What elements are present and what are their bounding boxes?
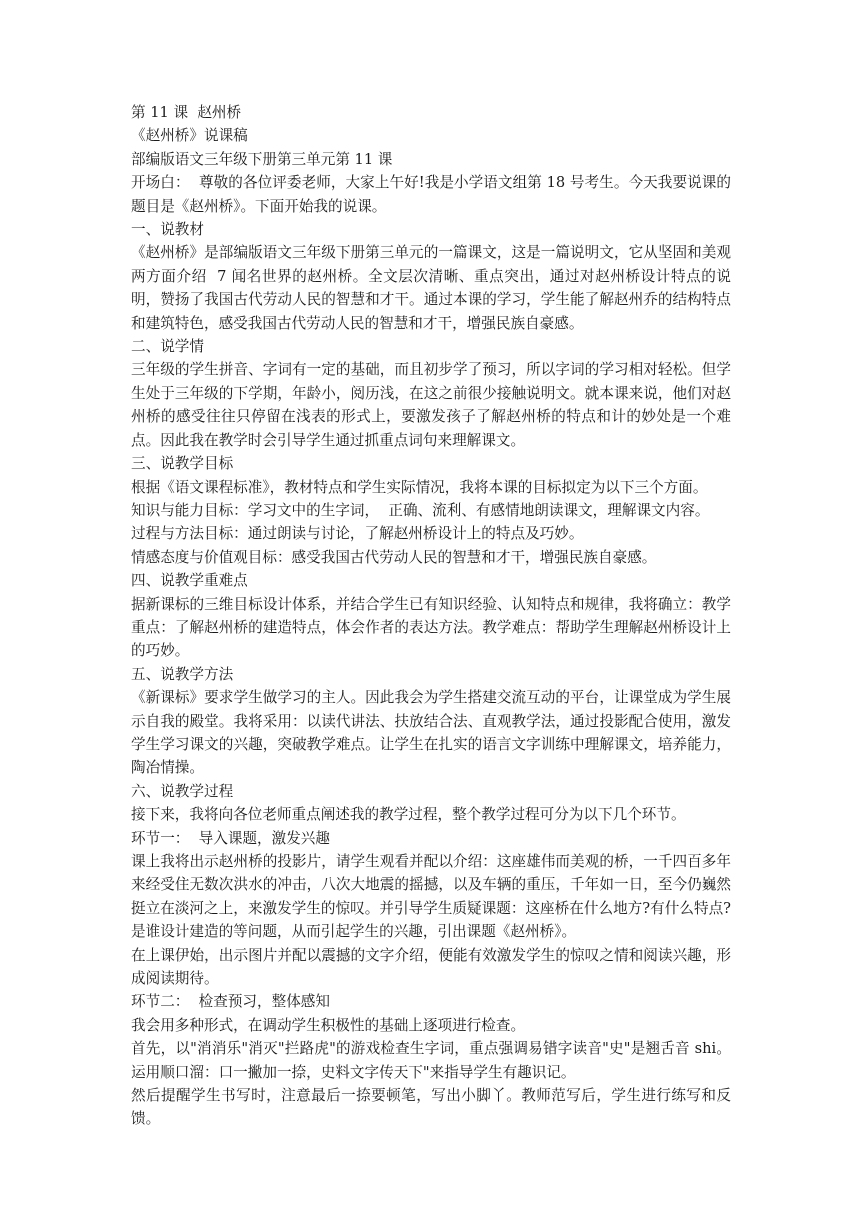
section-heading-key-points: 四、说教学重难点 [131,572,248,590]
paragraph-step-1: 课上我将出示赵州桥的投影片，请学生观看并配以介绍：这座雄伟而美观的桥，一千四百多年来经受住无数次洪水的冲击，八次大地震的摇撼，以及车辆的重压，千年如一日，至今仍巍然挺立在淡河之上，来激发学生的惊叹。并引导学生质疑课题：这座桥在什么地方?有什么特点?是谁设计建造的等问题，从而引起学生的兴趣，引出课题《赵州桥》。 [131,853,731,941]
paragraph-key-points: 据新课标的三维目标设计体系，并结合学生已有知识经验、认知特点和规律，我将确立：教学重点：了解赵州桥的建造特点，体会作者的表达方法。教学难点：帮助学生理解赵州桥设计上的巧妙。 [131,595,731,660]
lesson-heading: 第 11 课 赵州桥 [131,104,242,121]
step-heading-2: 环节二： 检查预习，整体感知 [131,993,330,1011]
paragraph-methods: 《新课标》要求学生做学习的主人。因此我会为学生搭建交流互动的平台，让课堂成为学生展示自我的殿堂。我将采用：以读代讲法、扶放结合法、直观教学法，通过投影配合使用，激发学生学习课文的兴趣，突破教学难点。让学生在扎实的语言文字训练中理解课文，培养能力，陶冶情操。 [131,689,731,777]
opening-remarks: 开场白： 尊敬的各位评委老师，大家上午好!我是小学语文组第 18 号考生。今天我要说课的题目是《赵州桥》。下面开始我的说课。 [131,174,731,215]
textbook-reference: 部编版语文三年级下册第三单元第 11 课 [131,150,393,168]
paragraph-step-1-note: 在上课伊始，出示图片并配以震撼的文字介绍，便能有效激发学生的惊叹之情和阅读兴趣，形成阅读期待。 [131,946,731,988]
paragraph-textbook: 《赵州桥》是部编版语文三年级下册第三单元的一篇课文，这是一篇说明文，它从坚固和美观两方面介绍 7 闻名世界的赵州桥。全文层次清晰、重点突出，通过对赵州桥设计特点的说明，赞扬了我国古代劳动人民的智慧和才干。通过本课的学习，学生能了解赵州乔的结构特点和建筑特色，感受我国古代劳动人民的智慧和才干，增强民族自豪感。 [131,244,731,332]
paragraph-step-2: 我会用多种形式，在调动学生积极性的基础上逐项进行检查。 [131,1016,526,1034]
paragraph-step-2-words: 首先，以"消消乐"消灭"拦路虎"的游戏检查生字词，重点强调易错字读音"史"是翘舌音 shi。运用顺口溜：口一撇加一捺，史料文字传天下"来指导学生有趣识记。 [131,1040,731,1081]
document-title: 《赵州桥》说课稿 [131,127,248,145]
paragraph-step-2-writing: 然后提醒学生书写时，注意最后一捺要顿笔，写出小脚丫。教师范写后，学生进行练写和反馈。 [131,1087,731,1128]
paragraph-goal-knowledge: 知识与能力目标：学习文中的生字词， 正确、流利、有感情地朗读课文，理解课文内容。 [131,501,710,519]
section-heading-textbook: 一、说教材 [131,221,204,239]
paragraph-goal-process: 过程与方法目标：通过朗读与讨论，了解赵州桥设计上的特点及巧妙。 [131,525,584,543]
paragraph-goals-intro: 根据《语文课程标准》，教材特点和学生实际情况，我将本课的目标拟定为以下三个方面。 [131,478,708,496]
paragraph-goal-attitude: 情感态度与价值观目标：感受我国古代劳动人民的智慧和才干，增强民族自豪感。 [131,548,657,566]
section-heading-goals: 三、说教学目标 [131,455,234,473]
paragraph-students: 三年级的学生拼音、字词有一定的基础，而且初步学了预习，所以字词的学习相对轻松。但学生处于三年级的下学期，年龄小，阅历浅，在这之前很少接触说明文。就本课来说，他们对赵州桥的感受往往只停留在浅表的形式上，要激发孩子了解赵州桥的特点和计的妙处是一个难点。因此我在教学时会引导学生通过抓重点词句来理解课文。 [131,361,731,449]
paragraph-process-intro: 接下来，我将向各位老师重点阐述我的教学过程，整个教学过程可分为以下几个环节。 [131,806,686,824]
section-heading-students: 二、说学情 [131,338,204,356]
section-heading-methods: 五、说教学方法 [131,665,234,683]
section-heading-process: 六、说教学过程 [131,782,234,800]
document-body [131,101,731,1131]
step-heading-1: 环节一： 导入课题，激发兴趣 [131,829,330,847]
